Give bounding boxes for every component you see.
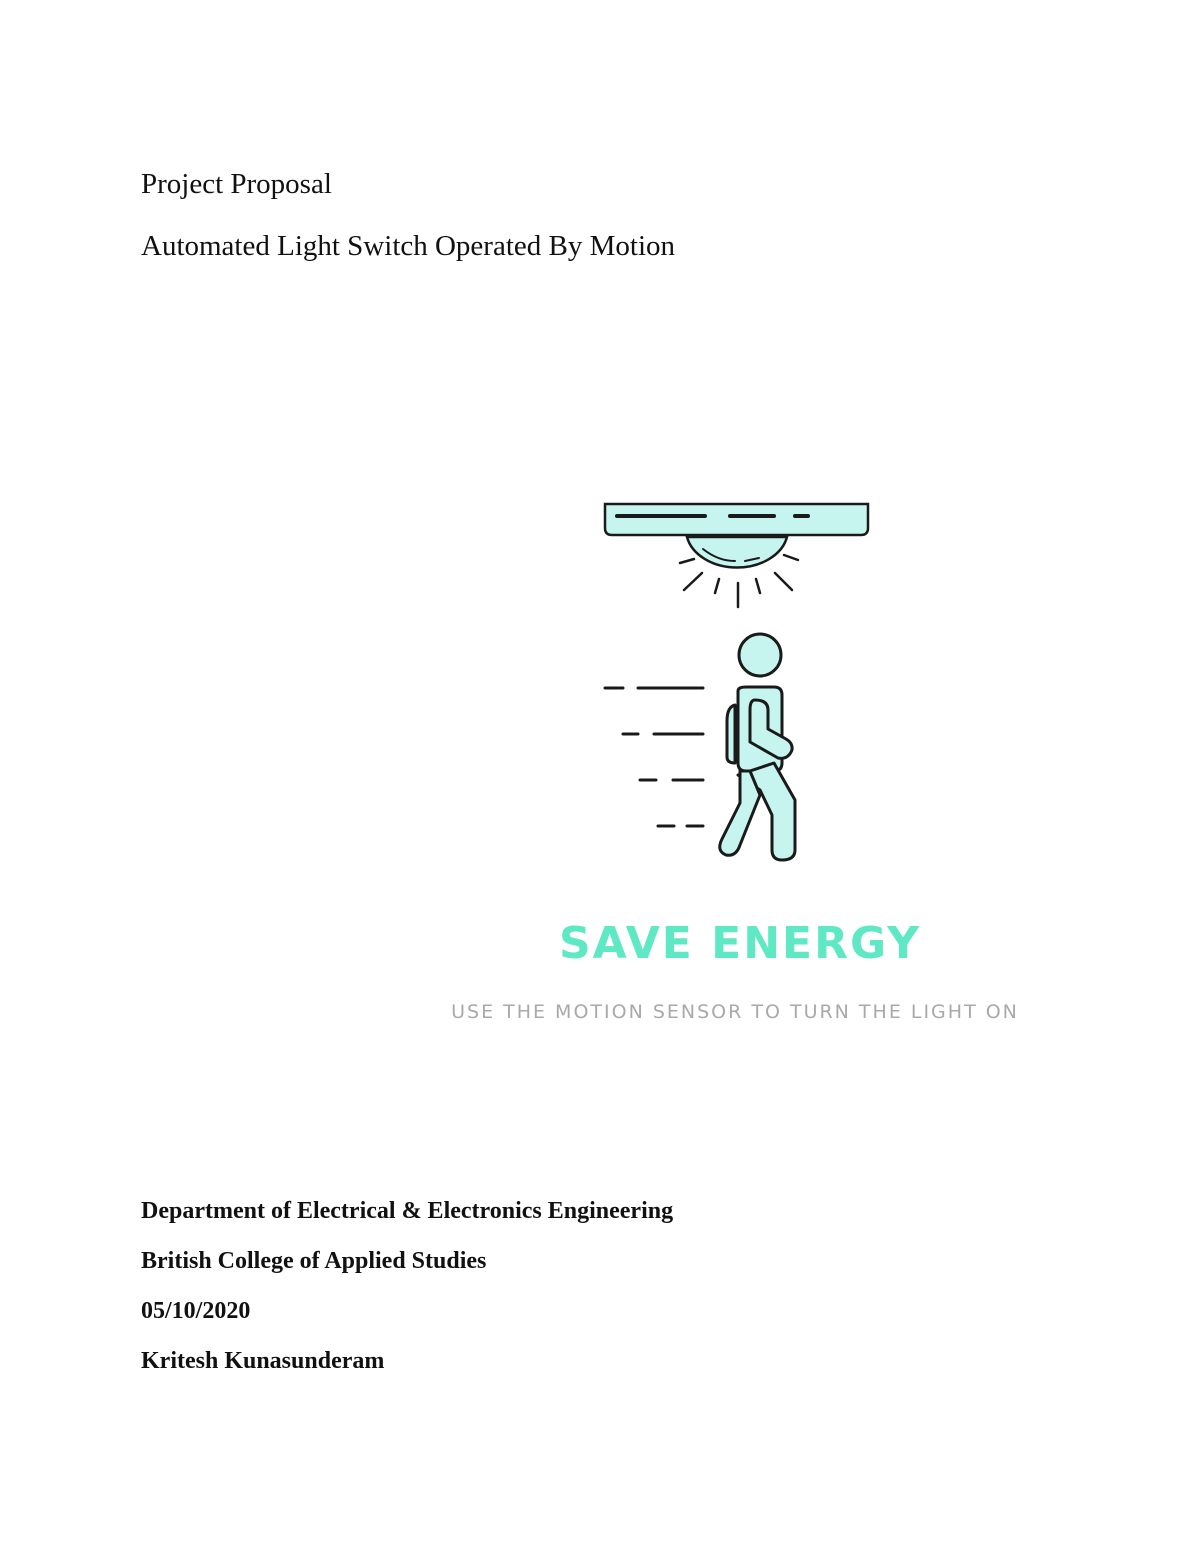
ceiling-light-icon — [605, 504, 868, 607]
document-subtitle: Automated Light Switch Operated By Motion — [141, 230, 676, 262]
motion-sensor-illustration — [590, 495, 890, 870]
submission-date: 05/10/2020 — [141, 1298, 251, 1324]
author-name: Kritesh Kunasunderam — [141, 1348, 385, 1374]
college-name: British College of Applied Studies — [141, 1248, 487, 1274]
motion-sensor-tagline: USE THE MOTION SENSOR TO TURN THE LIGHT ON — [451, 1001, 1019, 1023]
walking-person-icon — [605, 634, 795, 860]
document-title: Project Proposal — [141, 168, 332, 200]
motion-lines — [605, 688, 703, 826]
department-name: Department of Electrical & Electronics Engineering — [141, 1198, 674, 1224]
save-energy-headline: SAVE ENERGY — [558, 918, 921, 969]
